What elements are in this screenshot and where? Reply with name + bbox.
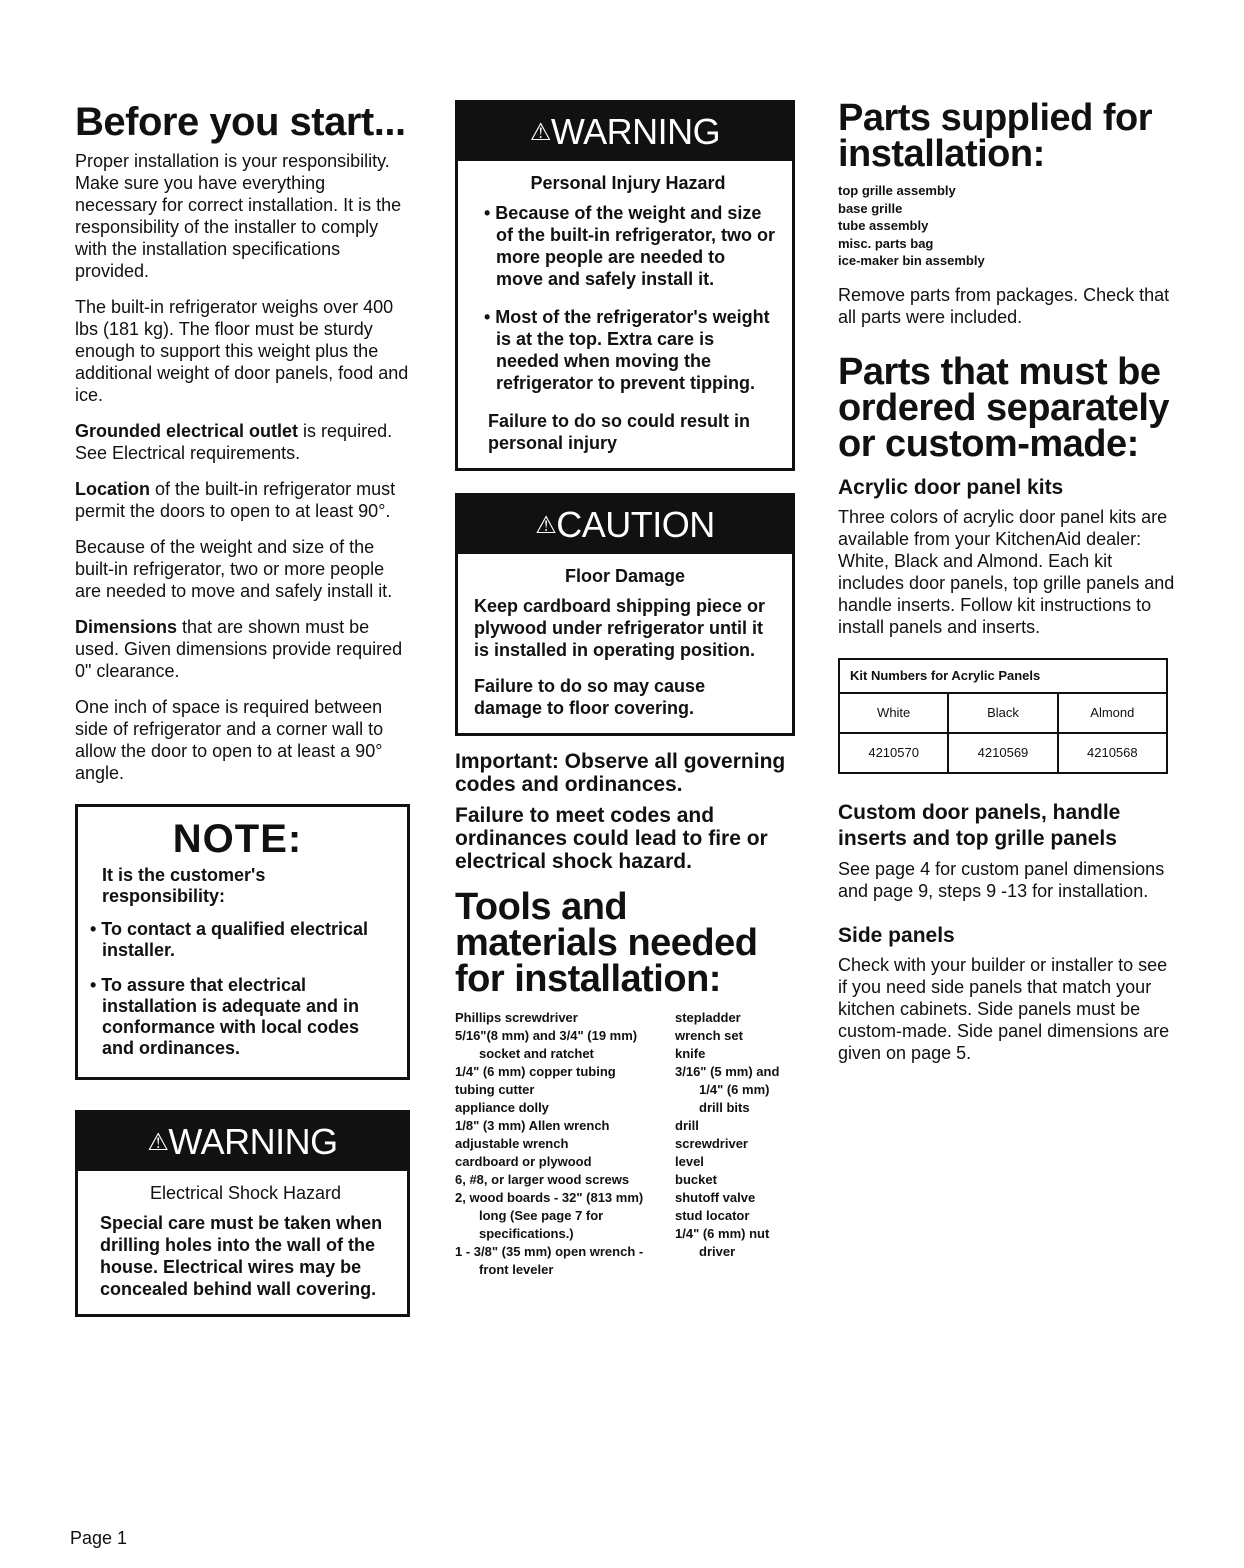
outlet-paragraph: Grounded electrical outlet is required. See Electrical requirements. <box>75 421 393 463</box>
part-item: ice-maker bin assembly <box>838 253 985 268</box>
warning-text: Special care must be taken when drilling holes into the wall of the house. Electrical wires may be concealed behind wall covering. <box>100 1213 383 1299</box>
tools-heading: Tools and materials needed for installation: <box>455 886 758 1000</box>
kit-table-header: Kit Numbers for Acrylic Panels <box>839 659 1167 693</box>
note-box <box>75 804 410 1080</box>
caution-box <box>455 493 795 736</box>
tool-item: 5/16"(8 mm) and 3/4" (19 mm) socket and ratchet <box>455 1028 638 1061</box>
dimensions-paragraph: Dimensions that are shown must be used. Given dimensions provide required 0" clearance. <box>75 617 403 681</box>
warning-failure: Failure to do so could result in personal injury <box>488 411 751 453</box>
tool-item: 3/16" (5 mm) and 1/4" (6 mm) drill bits <box>675 1064 780 1115</box>
kit-number: 4210568 <box>1058 733 1167 773</box>
tool-item: level <box>675 1154 704 1169</box>
column-left <box>75 100 410 1317</box>
electrical-warning-box <box>75 1110 410 1317</box>
side-panels-heading: Side panels <box>838 923 955 947</box>
caution-text: Keep cardboard shipping piece or plywood under refrigerator until it is installed in operating position. <box>474 596 766 660</box>
warning-subtitle: Personal Injury Hazard <box>530 173 726 193</box>
tool-item: screwdriver <box>675 1136 748 1151</box>
tool-item: shutoff valve <box>675 1190 756 1205</box>
tool-item: 1/8" (3 mm) Allen wrench <box>455 1118 610 1133</box>
part-item: top grille assembly <box>838 183 956 198</box>
parts-list <box>838 182 1178 270</box>
warning-triangle-icon: ⚠ <box>535 512 557 539</box>
tools-list <box>455 1009 795 1279</box>
warning-triangle-icon: ⚠ <box>529 119 551 146</box>
parts-ordered-heading: Parts that must be ordered separately or custom-made: <box>838 350 1170 465</box>
tool-item: adjustable wrench <box>455 1136 569 1151</box>
tool-item: wrench set <box>675 1028 743 1043</box>
tool-item: stud locator <box>675 1208 750 1223</box>
people-paragraph: Because of the weight and size of the built-in refrigerator, two or more people are needed to move and safely install it. <box>75 537 393 601</box>
part-item: base grille <box>838 200 903 216</box>
tool-item: 2, wood boards - 32" (813 mm) long (See page 7 for specifications.) <box>455 1190 644 1241</box>
part-item: misc. parts bag <box>838 235 934 251</box>
tool-item: tubing cutter <box>455 1082 535 1097</box>
tools-right-column <box>675 1009 795 1279</box>
location-paragraph: Location of the built-in refrigerator must permit the doors to open to at least 90°. <box>75 479 396 521</box>
tool-item: 1/4" (6 mm) nut driver <box>675 1226 770 1259</box>
kit-numbers-table <box>838 658 1168 774</box>
column-middle <box>455 100 795 1279</box>
page-number: Page 1 <box>70 1528 128 1548</box>
failure-codes: Failure to meet codes and ordinances could lead to fire or electrical shock hazard. <box>455 804 768 873</box>
acrylic-text: Three colors of acrylic door panel kits are available from your KitchenAid dealer: White, Black and Almond. Each kit includes door panels, top grille panels and handle inserts. Follow kit instructions to install panels and inserts. <box>838 506 1175 637</box>
tool-item: drill <box>675 1118 699 1133</box>
space-paragraph: One inch of space is required between side of refrigerator and a corner wall to allow the door to open to at least a 90° angle. <box>75 697 384 783</box>
note-item: • To contact a qualified electrical installer. <box>90 919 369 960</box>
kit-color: Almond <box>1058 693 1167 733</box>
caution-subtitle: Floor Damage <box>564 566 686 586</box>
tool-item: Phillips screwdriver <box>455 1010 578 1025</box>
tool-item: 1 - 3/8" (35 mm) open wrench - front leveler <box>455 1244 644 1277</box>
warning-header: ⚠WARNING <box>78 1113 407 1171</box>
tool-item: 6, #8, or larger wood screws <box>455 1172 630 1187</box>
before-you-start-heading: Before you start... <box>75 100 406 144</box>
kit-color: White <box>839 693 948 733</box>
important-codes: Important: Observe all governing codes and ordinances. <box>455 750 786 796</box>
warning-bullet: • Most of the refrigerator's weight is at the top. Extra care is needed when moving the refrigerator to prevent tipping. <box>484 307 770 393</box>
warning-triangle-icon: ⚠ <box>147 1129 169 1156</box>
note-intro: It is the customer's responsibility: <box>102 865 266 906</box>
weight-paragraph: The built-in refrigerator weighs over 400 lbs (181 kg). The floor must be sturdy enough to support this weight plus the additional weight of door panels, food and ice. <box>75 297 409 405</box>
note-title: NOTE: <box>172 817 303 861</box>
kit-number: 4210569 <box>948 733 1057 773</box>
tools-left-column <box>455 1009 651 1279</box>
tool-item: appliance dolly <box>455 1100 549 1115</box>
parts-supplied-heading: Parts supplied for installation: <box>838 97 1153 175</box>
part-item: tube assembly <box>838 218 929 233</box>
tool-item: 1/4" (6 mm) copper tubing <box>455 1064 616 1079</box>
intro-paragraph: Proper installation is your responsibility. Make sure you have everything necessary for correct installation. It is the responsibility of the installer to comply with the installation specifications provided. <box>75 151 402 281</box>
column-right <box>838 97 1178 1064</box>
caution-failure: Failure to do so may cause damage to floor covering. <box>474 676 706 718</box>
tool-item: cardboard or plywood <box>455 1154 592 1169</box>
side-panels-text: Check with your builder or installer to see if you need side panels that match your kitchen cabinets. Side panels must be custom-made. Side panel dimensions are given on page 5. <box>838 954 1170 1063</box>
warning-subtitle: Electrical Shock Hazard <box>149 1183 342 1203</box>
note-item: • To assure that electrical installation is adequate and in conformance with local codes and ordinances. <box>90 975 360 1058</box>
remove-parts-text: Remove parts from packages. Check that all parts were included. <box>838 284 1170 327</box>
tool-item: bucket <box>675 1172 717 1187</box>
acrylic-heading: Acrylic door panel kits <box>838 475 1064 499</box>
injury-warning-box <box>455 100 795 471</box>
kit-color: Black <box>948 693 1057 733</box>
caution-header: ⚠CAUTION <box>458 496 792 554</box>
tool-item: stepladder <box>675 1010 741 1025</box>
custom-panels-heading: Custom door panels, handle inserts and top grille panels <box>838 800 1121 850</box>
tool-item: knife <box>675 1046 706 1061</box>
warning-bullet: • Because of the weight and size of the built-in refrigerator, two or more people are needed to move and safely install it. <box>484 203 775 289</box>
warning-header: ⚠WARNING <box>458 103 792 161</box>
kit-number: 4210570 <box>839 733 948 773</box>
custom-panels-text: See page 4 for custom panel dimensions and page 9, steps 9 -13 for installation. <box>838 858 1165 901</box>
